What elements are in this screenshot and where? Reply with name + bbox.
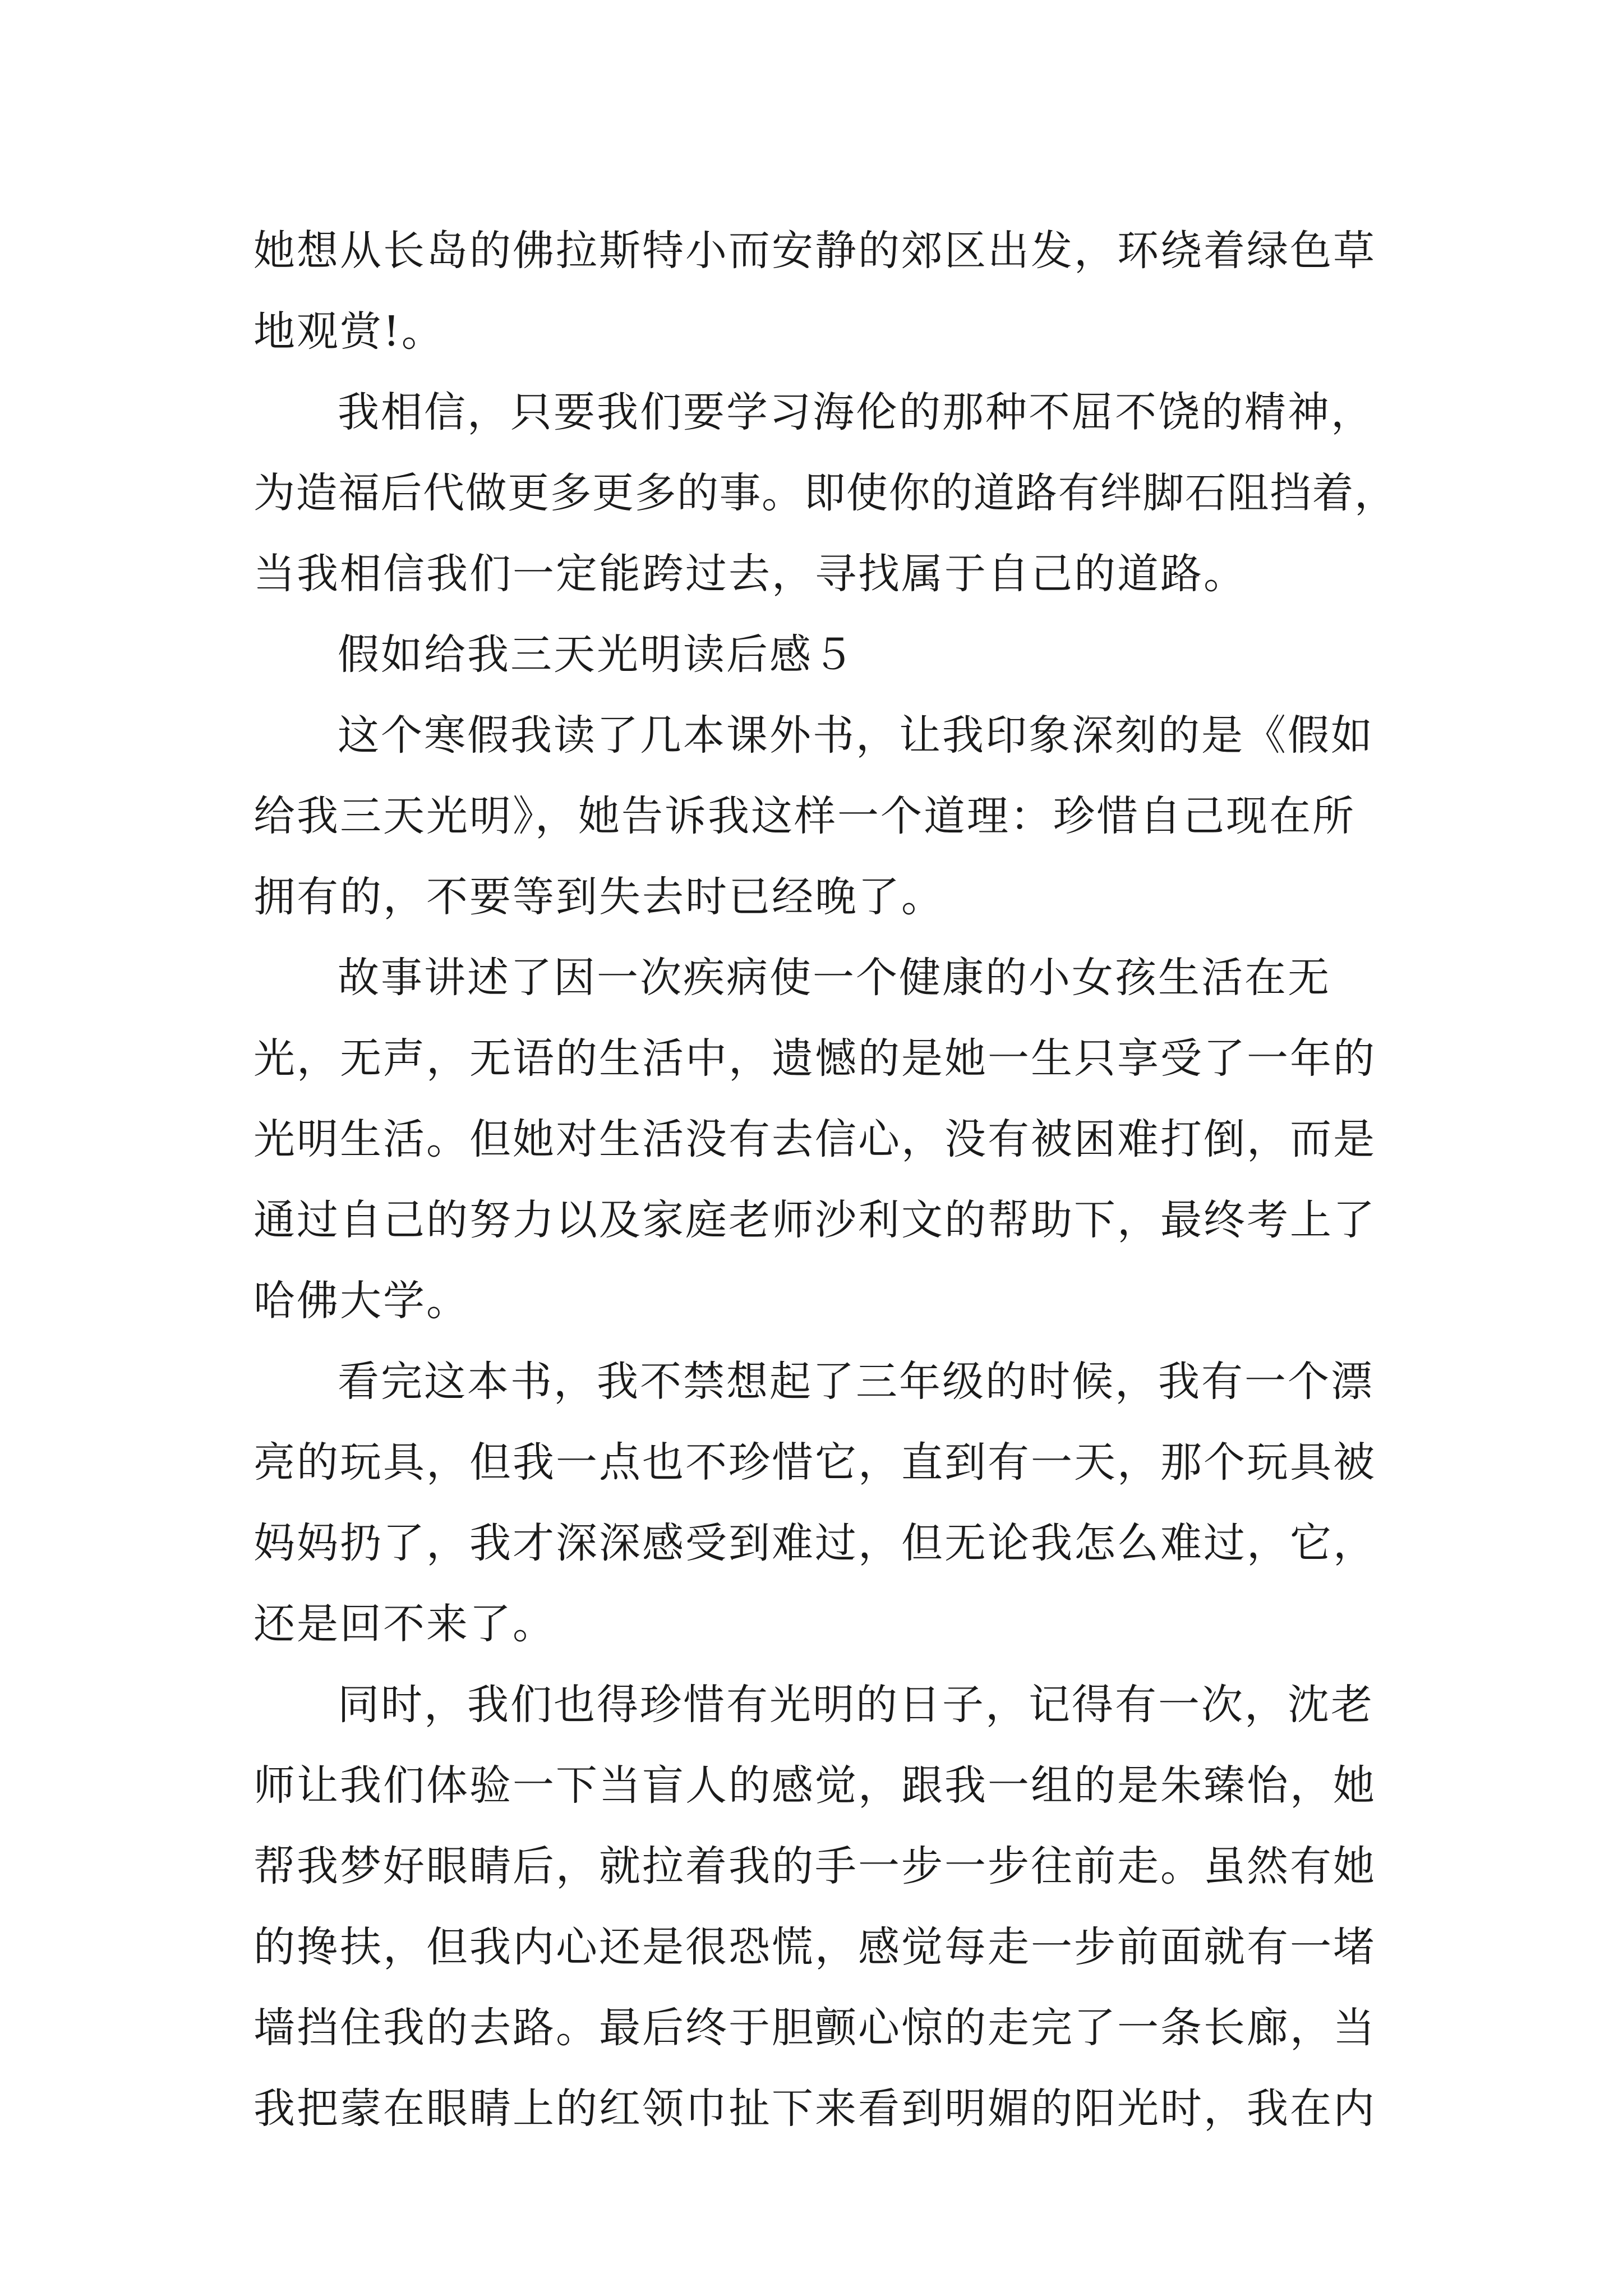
text-line: 给我三天光明》，她告诉我这样一个道理：珍惜自己现在所: [253, 792, 1355, 840]
text-line: 这个寒假我读了几本课外书，让我印象深刻的是《假如: [338, 711, 1374, 760]
text-line: 亮的玩具，但我一点也不珍惜它，直到有一天，那个玩具被: [253, 1438, 1376, 1487]
body-text: [253, 210, 1403, 2149]
section-heading: 假如给我三天光明读后感５: [338, 631, 856, 679]
text-line: 师让我们体验一下当盲人的感觉，跟我一组的是朱臻怡，她: [253, 1761, 1376, 1810]
text-line: 帮我梦好眼睛后，就拉着我的手一步一步往前走。虽然有她: [253, 1842, 1376, 1890]
text-line: 拥有的，不要等到失去时已经晚了。: [253, 873, 944, 921]
text-line: 光明生活。但她对生活没有去信心，没有被困难打倒，而是: [253, 1115, 1376, 1163]
text-line: 墙挡住我的去路。最后终于胆颤心惊的走完了一条长廊，当: [253, 2004, 1376, 2052]
text-line: 还是回不来了。: [253, 1600, 556, 1648]
text-line: 通过自己的努力以及家庭老师沙利文的帮助下，最终考上了: [253, 1196, 1376, 1244]
text-line: 妈妈扔了，我才深深感受到难过，但无论我怎么难过，它，: [253, 1519, 1376, 1567]
text-line: 同时，我们也得珍惜有光明的日子，记得有一次，沈老: [338, 1681, 1374, 1729]
text-line: 故事讲述了因一次疾病使一个健康的小女孩生活在无: [338, 954, 1331, 1002]
text-line: 哈佛大学。: [253, 1277, 469, 1325]
text-line: 的搀扶，但我内心还是很恐慌，感觉每走一步前面就有一堵: [253, 1923, 1376, 1971]
text-line: 看完这本书，我不禁想起了三年级的时候，我有一个漂: [338, 1358, 1374, 1406]
text-line: 我相信，只要我们要学习海伦的那种不屈不饶的精神，: [338, 388, 1374, 436]
text-line: 地观赏!。: [253, 307, 445, 356]
text-line: 为造福后代做更多更多的事。即使你的道路有绊脚石阻挡着，: [253, 469, 1397, 517]
text-line: 光，无声，无语的生活中，遗憾的是她一生只享受了一年的: [253, 1034, 1376, 1083]
text-line: 当我相信我们一定能跨过去，寻找属于自己的道路。: [253, 550, 1247, 598]
text-line: 她想从长岛的佛拉斯特小而安静的郊区出发，环绕着绿色草: [253, 227, 1376, 275]
text-line: 我把蒙在眼睛上的红领巾扯下来看到明媚的阳光时，我在内: [253, 2085, 1376, 2133]
